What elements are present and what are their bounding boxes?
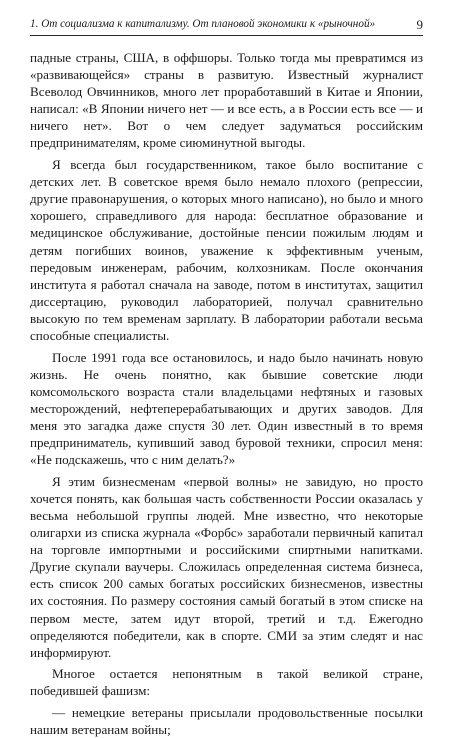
paragraph: После 1991 года все остановилось, и надо было начинать новую жизнь. Не очень понятно, как бывшие советские люди комсомольского возраста стали владельцами нефтяных и газовых месторождений, нефтеперерабатывающих и других заводов. Для меня это загадка даже спустя 30 лет. Один известный в то время предприниматель, купивший завод буровой техники, спросил меня: «Не подскажешь, что с ним делать?» bbox=[30, 349, 423, 468]
running-header bbox=[30, 18, 423, 36]
chapter-title: 1. От социализма к капитализму. От плановой экономики к «рыночной» bbox=[30, 18, 376, 30]
paragraph: падные страны, США, в оффшоры. Только тогда мы превратимся из «развивающейся» страны в развитую. Известный журналист Всеволод Овчинников, много лет проработавший в Китае и Японии, написал: «В Японии ничего нет — и все есть, а в России есть все — и ничего нет». Вот о чем следует задуматься российским предпринимателям, кроме сиюминутной выгоды. bbox=[30, 50, 423, 151]
book-page bbox=[30, 17, 423, 738]
paragraph: Я этим бизнесменам «первой волны» не завидую, но просто хочется понять, как большая часть собственности России оказалась у весьма небольшой группы людей. Мне известно, что некоторые олигархи из списка журнала «Форбс» заработали первичный капитал на торговле импортными и российскими спиртными напитками. Другие скупали ваучеры. Сложилась определенная система бизнеса, есть список 200 самых богатых российских бизнесменов, известны их состояния. По размеру состояния самый богатый в этом списке на первом месте, затем идут второй, третий и т.д. Ежегодно определяются победители, как в спорте. СМИ за этим следят и нас информируют. bbox=[30, 473, 423, 660]
paragraph: Я всегда был государственником, такое было воспитание с детских лет. В советское время было немало плохого (репрессии, другие правонарушения, о которых много написано), но было и много хорошего, справедливого для народа: бесплатное образование и медицинское обслуживание, достойные пенсии пожилым людям и детям погибших воинов, уважение к эффективным ученым, передовым инженерам, рабочим, колхозникам. После окончания института я работал сначала на заводе, потом в институтах, защитил диссертацию, руководил лабораторией, получал сравнительно высокую по тем временам зарплату. В лаборатории работали весьма способные специалисты. bbox=[30, 157, 423, 343]
body-text bbox=[30, 49, 423, 738]
paragraph: Многое остается непонятным в такой великой стране, победившей фашизм: bbox=[30, 666, 423, 699]
paragraph: — немецкие ветераны присылали продовольственные посылки нашим ветеранам войны; bbox=[30, 704, 423, 738]
page-number: 9 bbox=[416, 17, 423, 32]
